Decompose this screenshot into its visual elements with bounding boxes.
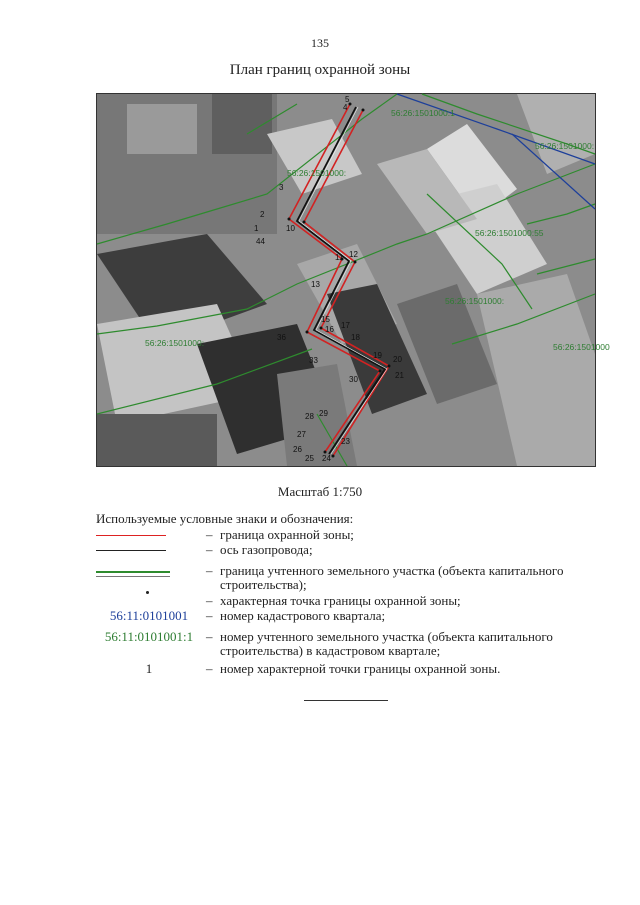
legend-text: граница охранной зоны; [220,527,354,542]
point-label: 13 [311,280,320,289]
legend-dash: – [206,593,213,608]
legend-dash: – [206,629,213,644]
parcel-label: 56:26:1501000: [535,141,595,151]
black-line-symbol [96,550,166,551]
point-label: 44 [256,237,265,246]
point-label: 16 [325,325,334,334]
point-label: 18 [351,333,360,342]
legend-dash: – [206,527,213,542]
point-label: 33 [309,356,318,365]
point-label: 20 [393,355,402,364]
legend-dash: – [206,542,213,557]
point-label: 24 [322,454,331,463]
point-label: 29 [319,409,328,418]
point-symbol [146,591,149,594]
parcel-label: 56:26:1501000:1 [391,108,455,118]
legend-dash: – [206,563,213,578]
aerial-map [97,94,610,466]
legend-text: граница учтенного земельного участка (объекта капитального строительства); [220,563,564,592]
point-label: 15 [321,315,330,324]
page-number: 135 [311,36,329,50]
scale-caption: Масштаб 1:750 [277,484,363,499]
legend-text: ось газопровода; [220,542,313,557]
parcel-number-sample: 56:11:0101001:1 [104,629,194,644]
parcel-label: 56:26:1501000: [145,338,205,348]
parcel-label: 56:26:1501000: [445,296,505,306]
map-plan [96,93,610,467]
page-title: План границ охранной зоны [229,62,411,78]
point-label: 30 [349,375,358,384]
green-line-symbol [96,571,170,577]
point-label: 12 [349,250,358,259]
legend-text: номер учтенного земельного участка (объекта капитального строительства) в кадастровом квартале; [220,629,553,658]
point-label: 19 [373,351,382,360]
point-label: 2 [260,210,265,219]
point-label: 10 [286,224,295,233]
point-label: 5 [345,95,350,104]
point-number-sample: 1 [145,661,153,676]
point-label: 17 [341,321,350,330]
quarter-number-sample: 56:11:0101001 [109,608,189,623]
point-label: 25 [305,454,314,463]
point-label: 21 [395,371,404,380]
legend-text: номер кадастрового квартала; [220,608,386,623]
point-label: 36 [277,333,286,342]
legend-text: номер характерной точки границы охранной зоны. [220,661,501,676]
point-label: 3 [279,183,284,192]
legend-title: Используемые условные знаки и обозначения: [96,511,354,526]
point-label: 26 [293,445,302,454]
point-label: 4 [343,103,348,112]
footer-rule [304,700,388,701]
point-label: 28 [305,412,314,421]
parcel-label: 56:26:1501000:55 [475,228,544,238]
red-line-symbol [96,535,166,536]
legend-text: характерная точка границы охранной зоны; [220,593,461,608]
point-label: 1 [254,224,259,233]
point-label: 23 [341,437,350,446]
point-label: 27 [297,430,306,439]
legend-dash: – [206,661,213,676]
parcel-label: 56:26:1501000 [553,342,610,352]
point-label: 11 [335,253,344,262]
parcel-label: 56:26:1501000: [287,168,347,178]
legend-dash: – [206,608,213,623]
